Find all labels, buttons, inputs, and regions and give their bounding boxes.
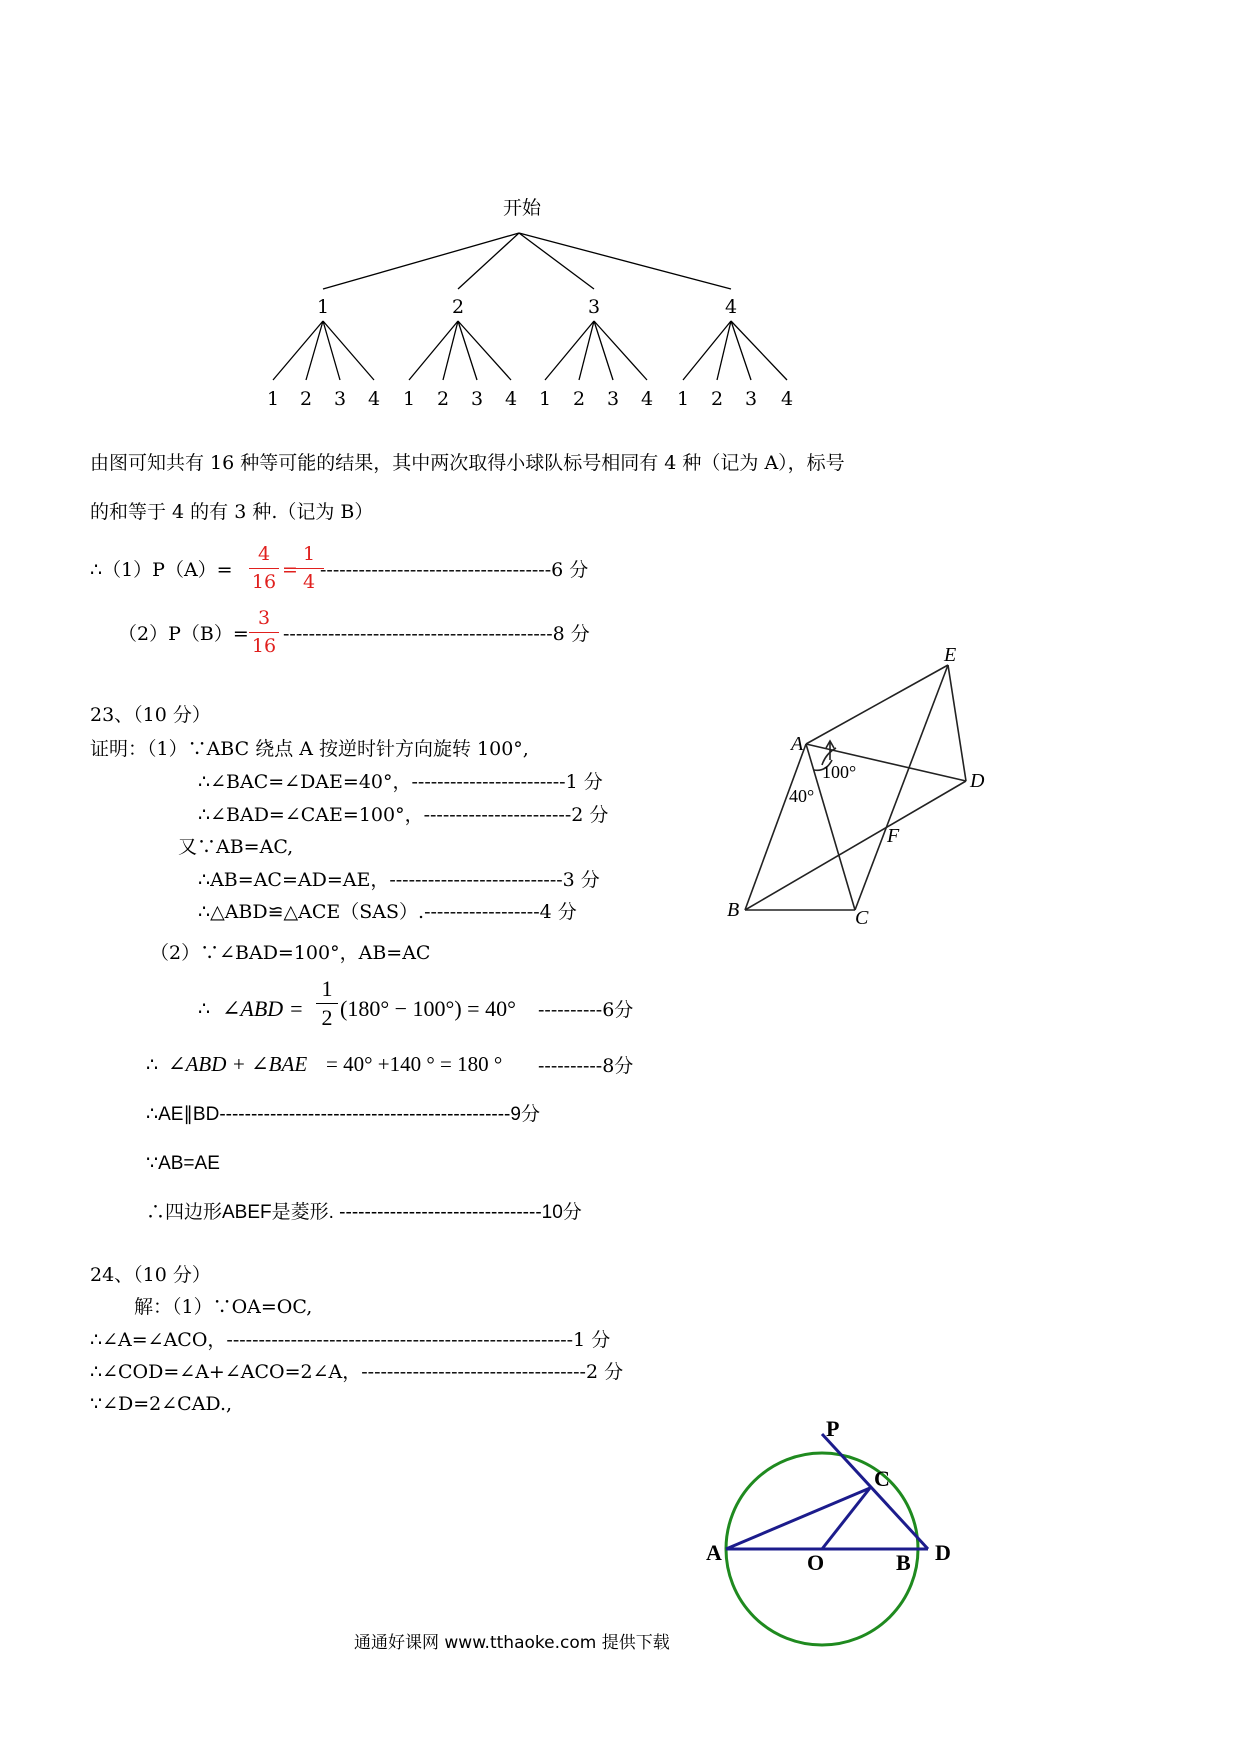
- q23-line8-num: 1: [321, 976, 333, 1001]
- tree-node-level2: 1: [539, 388, 552, 410]
- tree-node-level1: 4: [725, 296, 738, 318]
- label-F: F: [887, 825, 900, 847]
- tree-node-level2: 4: [368, 388, 381, 410]
- tree-node-level2: 4: [781, 388, 794, 410]
- angle-40: 40°: [789, 786, 815, 806]
- q24-heading: 24、（10 分）: [90, 1264, 211, 1286]
- pa-score: ------------------------------------6 分: [320, 559, 589, 581]
- pa-f1-den: 16: [251, 571, 277, 593]
- tree-node-level2: 3: [607, 388, 620, 410]
- q23-heading: 23、（10 分）: [90, 704, 211, 726]
- q22-line1: 由图可知共有 16 种等可能的结果，其中两次取得小球队标号相同有 4 种（记为 A），标号: [90, 452, 845, 474]
- tree-node-level1: 1: [317, 296, 330, 318]
- q23-line4: 又∵AB=AC,: [178, 836, 294, 858]
- q23-line9-rest: = 40° +140 ° = 180 °: [326, 1052, 503, 1076]
- pa-prefix: ∴（1）P（A）=: [90, 559, 233, 581]
- label-A2: A: [706, 1540, 722, 1565]
- q23-line10: ∴AE∥BD----------------------------------------------9分: [146, 1104, 540, 1125]
- q23-line8-lhs: ∠ABD =: [222, 996, 304, 1021]
- tree-node-level2: 3: [745, 388, 758, 410]
- label-D: D: [970, 770, 985, 792]
- label-B2: B: [896, 1550, 911, 1575]
- q24-line3: ∴∠COD=∠A+∠ACO=2∠A，-----------------------------------2 分: [90, 1361, 624, 1383]
- q23-line9-expr: ∠ABD + ∠BAE: [168, 1052, 308, 1076]
- tree-node-level2: 1: [403, 388, 416, 410]
- q23-line8-prefix: ∴: [198, 998, 211, 1020]
- q23-line11: ∵AB=AE: [146, 1153, 220, 1174]
- q23-line8-rhs: (180° − 100°) = 40°: [340, 996, 516, 1021]
- label-O: O: [807, 1550, 825, 1575]
- tree-node-level1: 2: [452, 296, 465, 318]
- footer: 通通好课网 www.tthaoke.com 提供下载: [354, 1633, 670, 1653]
- tree-node-level2: 3: [334, 388, 347, 410]
- tree-node-level2: 1: [677, 388, 690, 410]
- tree-node-level1: 3: [588, 296, 601, 318]
- label-D2: D: [935, 1540, 951, 1565]
- q23-line8-den: 2: [321, 1005, 333, 1030]
- q23-line12: ∴四边形ABEF是菱形. --------------------------------10分: [146, 1202, 582, 1223]
- pa-f2-num: 1: [302, 543, 316, 565]
- q23-line8-score: ----------6分: [538, 999, 634, 1021]
- label-A: A: [791, 733, 804, 755]
- q23-line9-score: ----------8分: [538, 1055, 634, 1077]
- pb-fraction: [249, 609, 279, 656]
- q24-line4: ∵∠D=2∠CAD.,: [90, 1393, 233, 1415]
- label-P: P: [826, 1416, 840, 1441]
- label-B: B: [727, 899, 740, 921]
- label-E: E: [944, 644, 957, 666]
- tree-node-level2: 2: [437, 388, 450, 410]
- q23-line8-fraction: [316, 978, 338, 1029]
- tree-node-level2: 4: [641, 388, 654, 410]
- tree-node-level2: 2: [573, 388, 586, 410]
- pa-equals: =: [282, 559, 298, 581]
- tree-node-level2: 2: [711, 388, 724, 410]
- q23-line6: ∴△ABD≌△ACE（SAS）.------------------4 分: [198, 901, 577, 923]
- pb-den: 16: [251, 635, 277, 657]
- tree-node-level2: 1: [267, 388, 280, 410]
- q24-line1: 解：（1）∵OA=OC,: [134, 1296, 313, 1318]
- label-C: C: [855, 907, 869, 929]
- pb-score: ------------------------------------------8 分: [283, 623, 590, 645]
- label-C2: C: [874, 1466, 890, 1491]
- pa-f1-num: 4: [257, 543, 271, 565]
- q22-line2: 的和等于 4 的有 3 种.（记为 B）: [90, 501, 374, 523]
- tree-node-level2: 4: [505, 388, 518, 410]
- q23-line7: （2）∵∠BAD=100°，AB=AC: [150, 942, 431, 964]
- q23-line3: ∴∠BAD=∠CAE=100°，-----------------------2 分: [198, 804, 609, 826]
- angle-100: 100°: [822, 762, 857, 782]
- q23-line1: 证明：（1）∵ABC 绕点 A 按逆时针方向旋转 100°,: [90, 738, 529, 760]
- q23-line2: ∴∠BAC=∠DAE=40°，------------------------1 分: [198, 771, 603, 793]
- q24-line2: ∴∠A=∠ACO，------------------------------------------------------1 分: [90, 1329, 611, 1351]
- q23-line5: ∴AB=AC=AD=AE，---------------------------3 分: [198, 869, 600, 891]
- q23-line9-prefix: ∴: [146, 1054, 159, 1076]
- pa-f2-den: 4: [302, 571, 316, 593]
- tree-node-level2: 3: [471, 388, 484, 410]
- pb-num: 3: [257, 607, 271, 629]
- pa-fraction-1: [249, 545, 279, 592]
- pb-prefix: （2）P（B）=: [118, 623, 249, 645]
- tree-root: 开始: [503, 197, 542, 219]
- tree-node-level2: 2: [300, 388, 313, 410]
